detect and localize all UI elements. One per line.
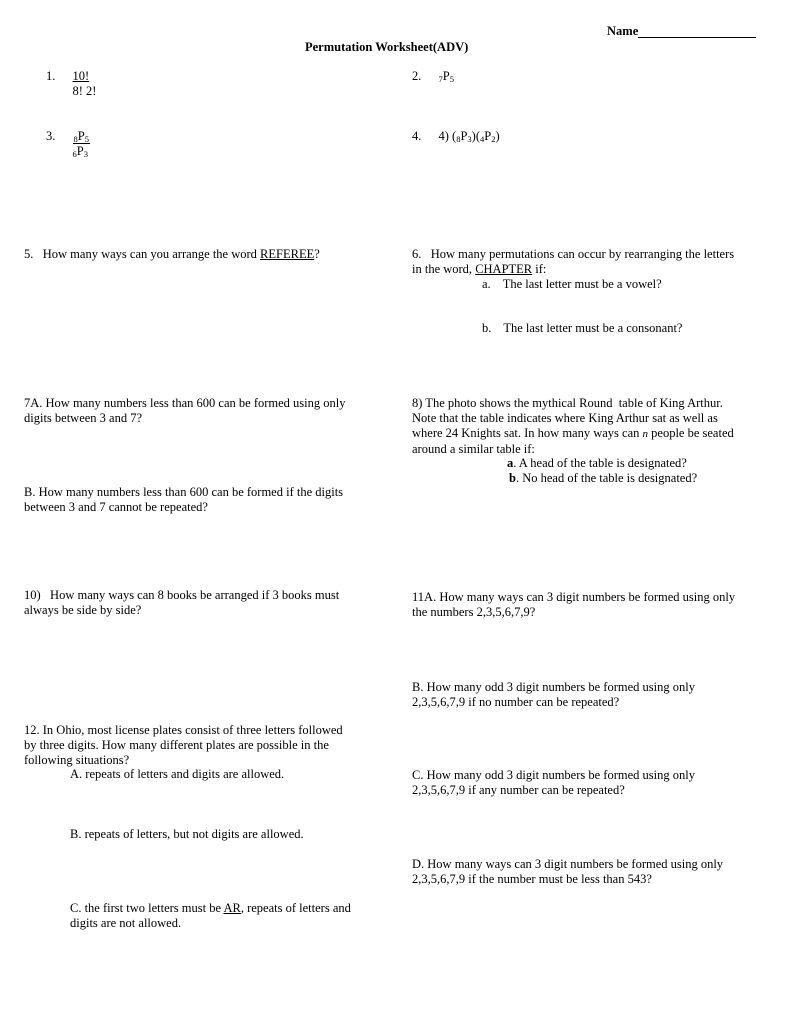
question-8: [412, 396, 734, 457]
question-10: [24, 588, 339, 618]
q3-numerator: [73, 130, 90, 144]
question-3: [46, 129, 90, 159]
q7a-line-1: 7A. How many numbers less than 600 can be formed using only: [24, 396, 346, 410]
q5-text-after: ?: [314, 247, 320, 261]
q6-a-text: The last letter must be a vowel?: [502, 277, 662, 291]
q4-b-letter: P: [484, 129, 492, 143]
q3-number: 3.: [46, 129, 56, 143]
q8-line-4: around a similar table if:: [412, 442, 535, 456]
name-field: [607, 24, 756, 39]
question-11c: [412, 768, 695, 798]
q8-b-label: b: [509, 471, 516, 485]
q2-expression: [439, 69, 454, 83]
q4-label: 4): [438, 129, 449, 143]
q6-part-a: [482, 277, 662, 292]
q4-expression: $(_8P_3)(_4P_2)$: [452, 129, 500, 144]
q2-post-subscript: 5: [449, 74, 454, 84]
q6-part-b: [482, 321, 682, 336]
question-1: [46, 69, 96, 99]
q2-number: 2.: [412, 69, 422, 83]
q12-line-3: following situations?: [24, 753, 130, 767]
question-7b: [24, 485, 343, 515]
q12-line-2: by three digits. How many different plates are possible in the: [24, 738, 329, 752]
q11c-line-2: 2,3,5,6,7,9 if any number can be repeated?: [412, 783, 625, 797]
q10-line-1: 10) How many ways can 8 books be arranged if 3 books must: [24, 588, 340, 602]
q8-a-text: . A head of the table is designated?: [513, 456, 687, 470]
q4-b-pre: 4: [480, 134, 485, 144]
page-title: Permutation Worksheet(ADV): [305, 40, 469, 54]
q7a-line-2: digits between 3 and 7?: [24, 411, 143, 425]
q11c-line-1: C. How many odd 3 digit numbers be formed using only: [412, 768, 695, 782]
q10-line-2: always be side by side?: [24, 603, 142, 617]
q5-word: REFEREE: [260, 247, 315, 261]
q5-text: 5. How many ways can you arrange the word: [24, 247, 261, 261]
question-11d: [412, 857, 723, 887]
q6-line-1: 6. How many permutations can occur by rearranging the letters: [412, 247, 735, 261]
q7b-line-2: between 3 and 7 cannot be repeated?: [24, 500, 208, 514]
q8-line-3-after: people be seated: [648, 426, 734, 440]
q3-bot-letter: P: [76, 144, 84, 158]
q6-b-label: b.: [482, 321, 492, 335]
q11a-line-1: 11A. How many ways can 3 digit numbers be formed using only: [412, 590, 736, 604]
q8-part-a: [507, 456, 687, 471]
q3-fraction: [73, 129, 90, 159]
q4-a-letter: P: [460, 129, 468, 143]
q6-a-label: a.: [482, 277, 491, 291]
q6-line-2-before: in the word,: [412, 262, 476, 276]
q12-part-a: A. repeats of letters and digits are allowed.: [70, 767, 285, 781]
q11a-line-2: the numbers 2,3,5,6,7,9?: [412, 605, 536, 619]
q4-b-post: 2: [491, 134, 496, 144]
q1-denominator: 8! 2!: [72, 84, 97, 98]
q4-a-pre: 8: [456, 134, 461, 144]
q2-pre-subscript: 7: [438, 74, 443, 84]
q7b-line-1: B. How many numbers less than 600 can be formed if the digits: [24, 485, 344, 499]
q8-a-label: a: [507, 456, 514, 470]
question-5: [24, 247, 320, 262]
q8-b-text: . No head of the table is designated?: [515, 471, 698, 485]
q1-numerator: 10!: [72, 69, 90, 83]
q12-c-line-2: digits are not allowed.: [70, 916, 182, 930]
q8-n-variable: n: [642, 428, 649, 440]
q3-bot-pre: 6: [72, 149, 77, 159]
q3-denominator: [73, 144, 90, 159]
question-11b: [412, 680, 695, 710]
q11b-line-1: B. How many odd 3 digit numbers be formed using only: [412, 680, 695, 694]
q8-line-2: Note that the table indicates where King Arthur sat as well as: [412, 411, 718, 425]
q3-top-pre: 8: [73, 134, 78, 144]
name-label: Name: [607, 24, 639, 38]
q1-number: 1.: [46, 69, 56, 83]
q8-part-b: [509, 471, 697, 486]
q12-c-before: C. the first two letters must be: [70, 901, 224, 915]
q6-word: CHAPTER: [475, 262, 533, 276]
q6-b-text: The last letter must be a consonant?: [503, 321, 683, 335]
q12-c-after: , repeats of letters and: [240, 901, 351, 915]
q8-line-3-before: where 24 Knights sat. In how many ways can: [412, 426, 643, 440]
q4-a-post: 3: [467, 134, 472, 144]
q11d-line-2: 2,3,5,6,7,9 if the number must be less than 543?: [412, 872, 652, 886]
q12-part-c: [70, 901, 351, 931]
q4-number: 4.: [412, 129, 422, 143]
q11b-line-2: 2,3,5,6,7,9 if no number can be repeated?: [412, 695, 620, 709]
q8-line-3: [412, 426, 734, 442]
question-7a: [24, 396, 345, 426]
q3-bot-post: 3: [83, 149, 88, 159]
name-blank-line: [638, 25, 756, 38]
q1-fraction: [73, 69, 97, 99]
q12-part-b: B. repeats of letters, but not digits are allowed.: [70, 827, 304, 841]
q6-line-2-after: if:: [532, 262, 547, 276]
question-11a: [412, 590, 735, 620]
question-12: [24, 723, 343, 768]
q3-top-letter: P: [77, 129, 85, 143]
question-6: [412, 247, 734, 277]
q6-line-2: [412, 262, 734, 277]
q12-c-word: AR: [223, 901, 241, 915]
q8-line-1: 8) The photo shows the mythical Round table of King Arthur.: [412, 396, 723, 410]
q2-letter: P: [442, 69, 450, 83]
question-4: [412, 129, 500, 144]
q11d-line-1: D. How many ways can 3 digit numbers be formed using only: [412, 857, 724, 871]
question-2: [412, 69, 454, 84]
q3-top-post: 5: [84, 134, 89, 144]
q12-line-1: 12. In Ohio, most license plates consist of three letters followed: [24, 723, 343, 737]
